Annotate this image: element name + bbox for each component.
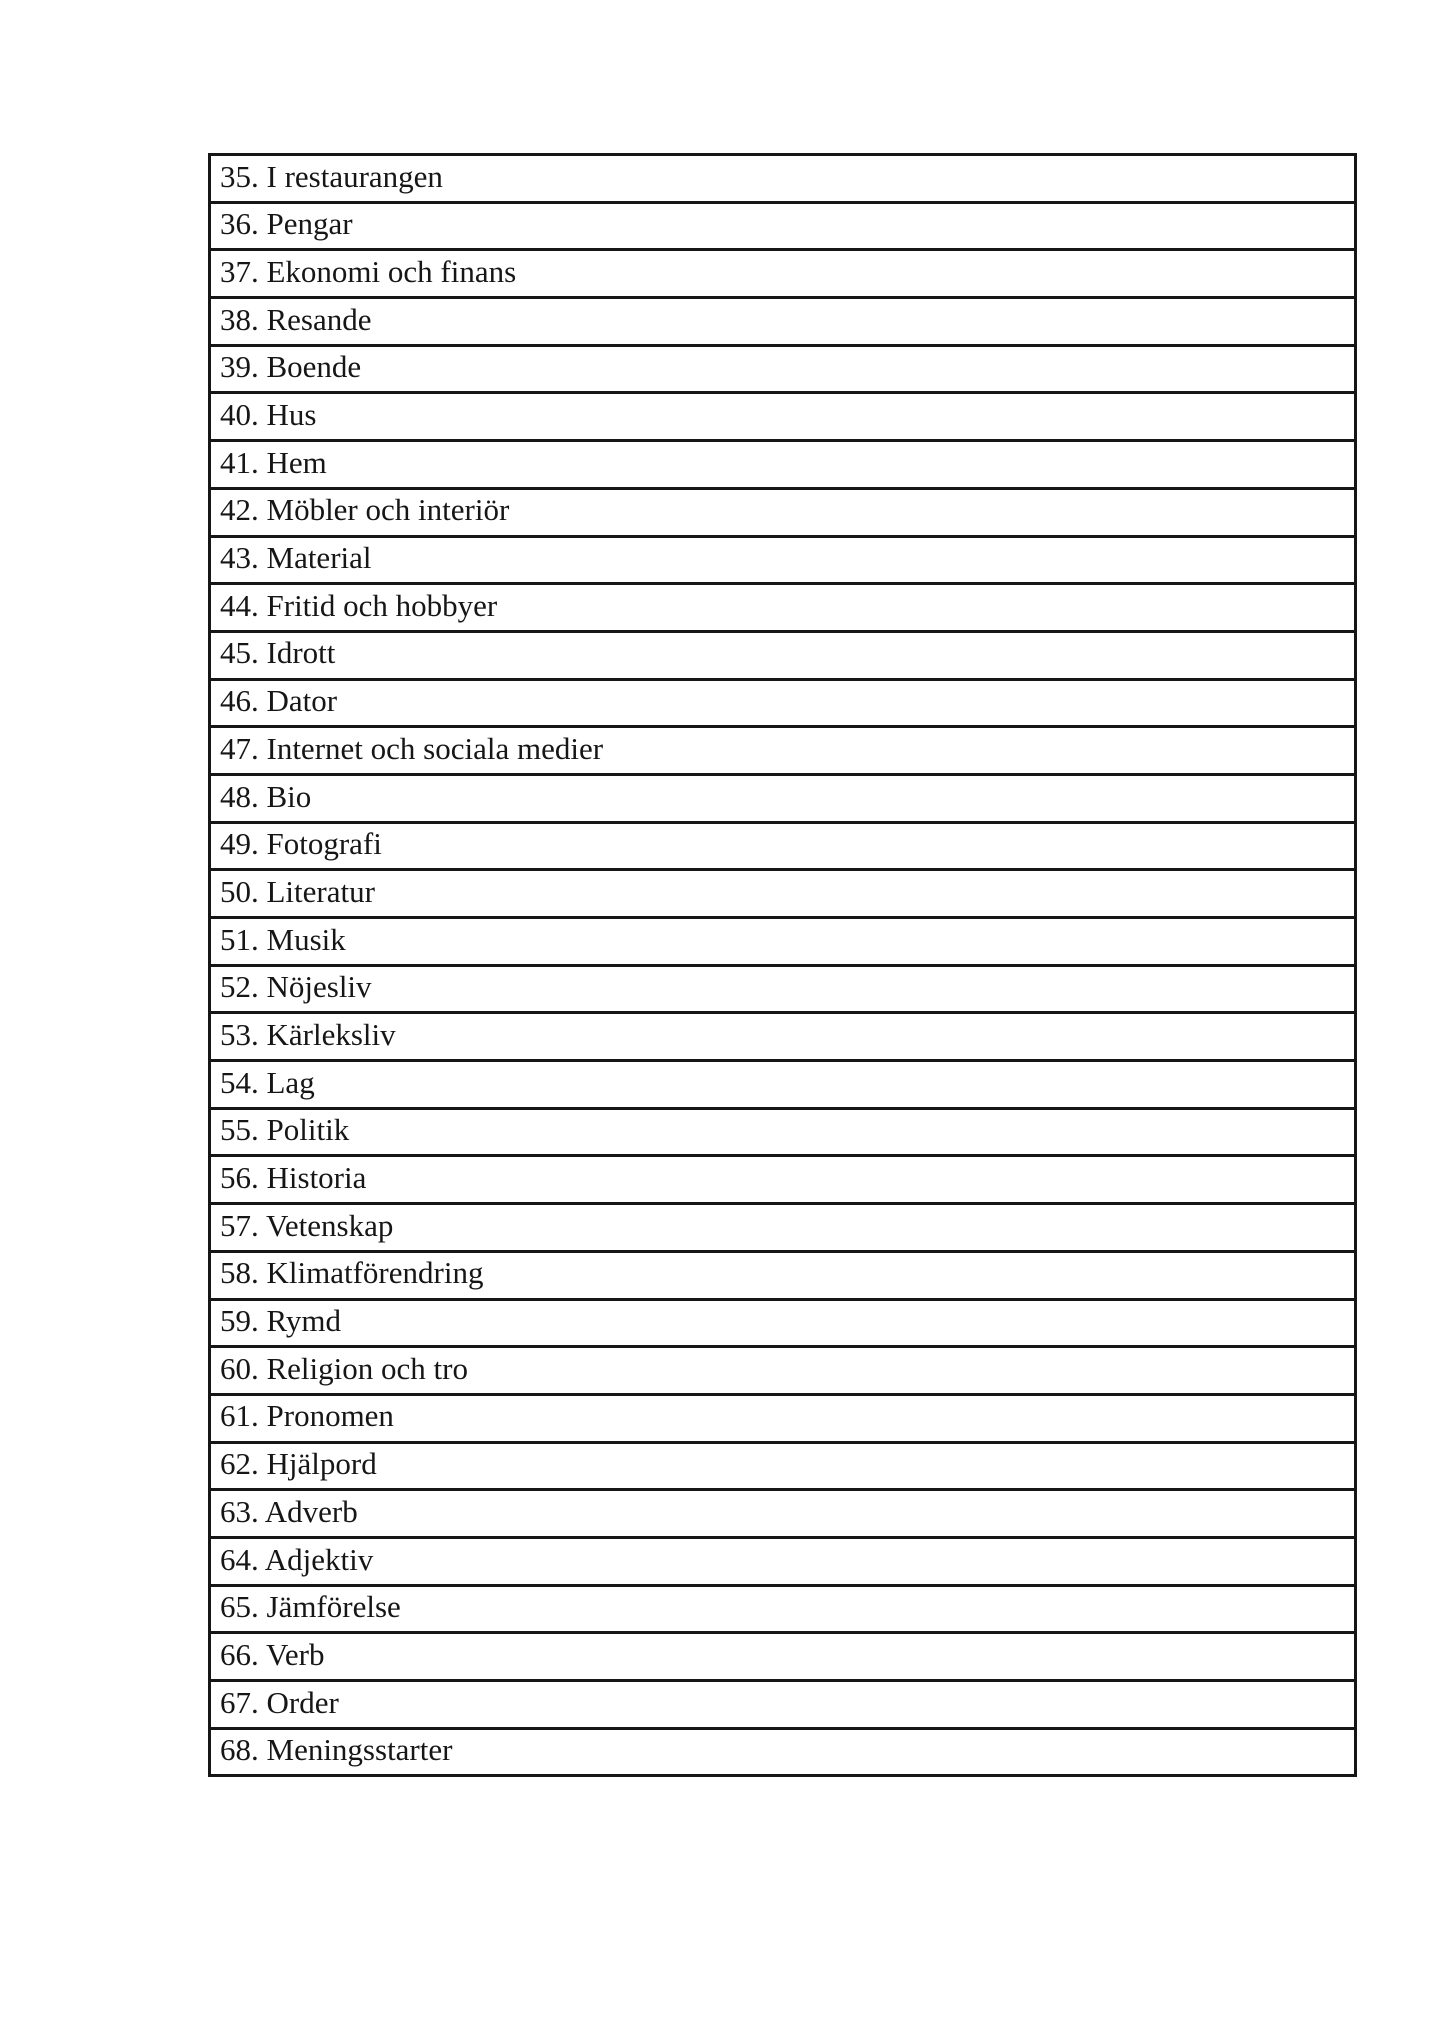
- table-row: [210, 298, 1356, 346]
- chapter-entry: 68. Meningsstarter: [210, 1728, 1356, 1776]
- chapter-entry: 48. Bio: [210, 774, 1356, 822]
- table-row: [210, 1108, 1356, 1156]
- chapter-entry: 40. Hus: [210, 393, 1356, 441]
- table-row: [210, 1728, 1356, 1776]
- table-row: [210, 1681, 1356, 1729]
- contents-table: [208, 153, 1357, 1777]
- table-row: [210, 727, 1356, 775]
- chapter-entry: 44. Fritid och hobbyer: [210, 584, 1356, 632]
- table-row: [210, 965, 1356, 1013]
- chapter-entry: 59. Rymd: [210, 1299, 1356, 1347]
- chapter-entry: 36. Pengar: [210, 202, 1356, 250]
- chapter-entry: 35. I restaurangen: [210, 155, 1356, 203]
- table-row: [210, 870, 1356, 918]
- chapter-entry: 43. Material: [210, 536, 1356, 584]
- table-row: [210, 155, 1356, 203]
- chapter-entry: 47. Internet och sociala medier: [210, 727, 1356, 775]
- table-row: [210, 631, 1356, 679]
- chapter-entry: 55. Politik: [210, 1108, 1356, 1156]
- chapter-entry: 53. Kärleksliv: [210, 1013, 1356, 1061]
- chapter-entry: 49. Fotografi: [210, 822, 1356, 870]
- table-row: [210, 1585, 1356, 1633]
- chapter-entry: 63. Adverb: [210, 1490, 1356, 1538]
- table-row: [210, 441, 1356, 489]
- chapter-entry: 41. Hem: [210, 441, 1356, 489]
- table-row: [210, 1347, 1356, 1395]
- table-row: [210, 1204, 1356, 1252]
- table-row: [210, 1633, 1356, 1681]
- chapter-entry: 66. Verb: [210, 1633, 1356, 1681]
- chapter-entry: 57. Vetenskap: [210, 1204, 1356, 1252]
- table-row: [210, 822, 1356, 870]
- chapter-entry: 62. Hjälpord: [210, 1442, 1356, 1490]
- chapter-entry: 64. Adjektiv: [210, 1537, 1356, 1585]
- contents-table-body: [210, 155, 1356, 1776]
- table-row: [210, 774, 1356, 822]
- chapter-entry: 46. Dator: [210, 679, 1356, 727]
- table-row: [210, 345, 1356, 393]
- table-row: [210, 1013, 1356, 1061]
- table-row: [210, 1394, 1356, 1442]
- chapter-entry: 56. Historia: [210, 1156, 1356, 1204]
- chapter-entry: 39. Boende: [210, 345, 1356, 393]
- chapter-entry: 67. Order: [210, 1681, 1356, 1729]
- table-row: [210, 1251, 1356, 1299]
- chapter-entry: 60. Religion och tro: [210, 1347, 1356, 1395]
- table-row: [210, 202, 1356, 250]
- table-row: [210, 393, 1356, 441]
- table-row: [210, 536, 1356, 584]
- chapter-entry: 52. Nöjesliv: [210, 965, 1356, 1013]
- chapter-entry: 51. Musik: [210, 918, 1356, 966]
- table-row: [210, 250, 1356, 298]
- table-row: [210, 1061, 1356, 1109]
- table-row: [210, 1442, 1356, 1490]
- table-row: [210, 1537, 1356, 1585]
- table-row: [210, 1299, 1356, 1347]
- chapter-entry: 58. Klimatförendring: [210, 1251, 1356, 1299]
- chapter-entry: 65. Jämförelse: [210, 1585, 1356, 1633]
- table-row: [210, 679, 1356, 727]
- chapter-entry: 50. Literatur: [210, 870, 1356, 918]
- table-row: [210, 918, 1356, 966]
- table-row: [210, 1490, 1356, 1538]
- chapter-entry: 37. Ekonomi och finans: [210, 250, 1356, 298]
- table-row: [210, 584, 1356, 632]
- table-row: [210, 1156, 1356, 1204]
- table-row: [210, 488, 1356, 536]
- chapter-entry: 54. Lag: [210, 1061, 1356, 1109]
- chapter-entry: 45. Idrott: [210, 631, 1356, 679]
- chapter-entry: 42. Möbler och interiör: [210, 488, 1356, 536]
- chapter-entry: 38. Resande: [210, 298, 1356, 346]
- chapter-entry: 61. Pronomen: [210, 1394, 1356, 1442]
